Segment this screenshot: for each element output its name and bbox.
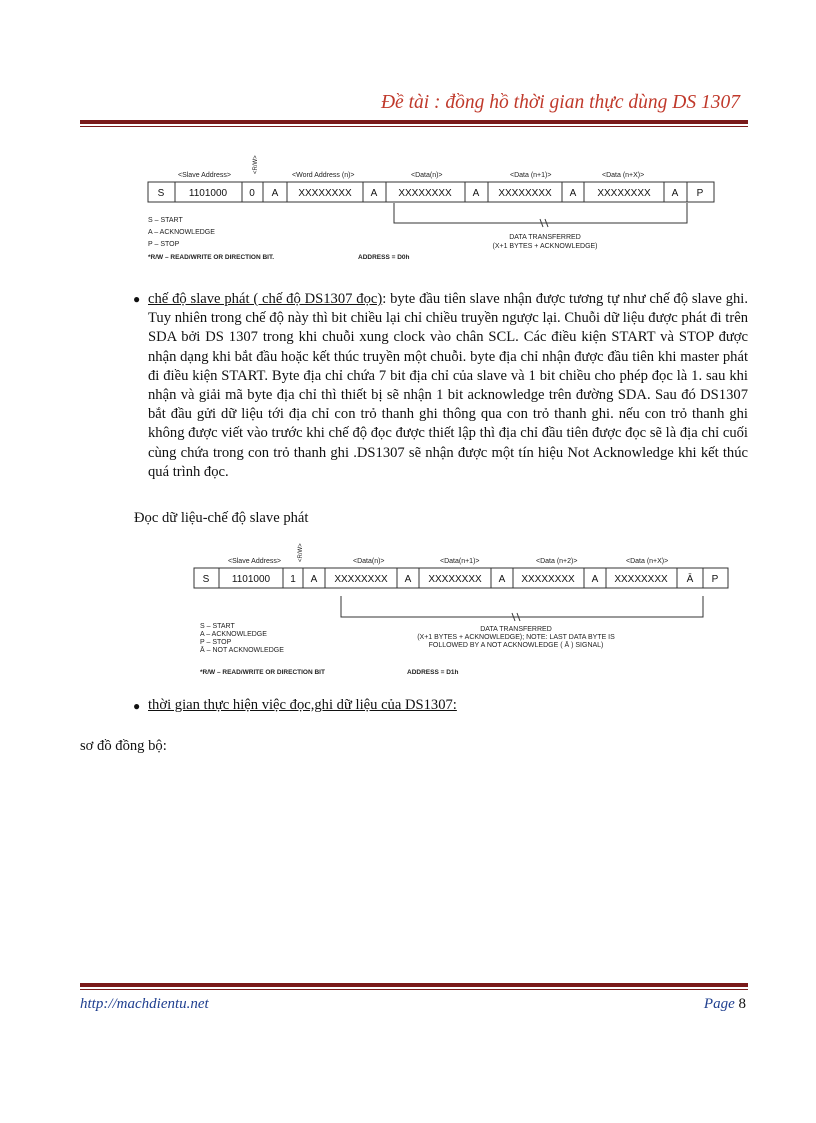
fig2-cell: A (310, 574, 318, 585)
fig1-cell: 0 (249, 188, 255, 199)
timing-bullet-heading: thời gian thực hiện việc đọc,ghi dữ liệu của DS1307: (148, 697, 457, 713)
fig1-label-slave-address: <Slave Address> (178, 172, 231, 179)
fig1-cell: A (472, 188, 480, 199)
fig2-transfer-label: FOLLOWED BY A NOT ACKNOWLEDGE ( Ā ) SIGNAL) (428, 642, 604, 649)
fig1-cell: XXXXXXXX (298, 188, 352, 199)
fig1-label-data-nx: <Data (n+X)> (602, 172, 645, 179)
fig2-cell: Ā (686, 574, 694, 585)
bullet-icon: ● (133, 292, 141, 306)
fig2-cell: S (202, 574, 210, 585)
fig2-label-slave-address: <Slave Address> (228, 558, 281, 565)
fig1-label-data-n1: <Data (n+1)> (510, 172, 552, 179)
fig2-address: ADDRESS = D1h (407, 669, 459, 676)
fig1-cell: XXXXXXXX (597, 188, 651, 199)
paragraph-lead: chế độ slave phát ( chế độ DS1307 đọc) (148, 291, 383, 307)
page-header-title: Đề tài : đồng hồ thời gian thực dùng DS 1307 (380, 92, 740, 113)
fig2-legend-item: S – START (200, 623, 235, 630)
bullet-icon: ● (133, 699, 141, 713)
fig2-legend-item: A – ACKNOWLEDGE (200, 631, 267, 638)
fig1-address: ADDRESS = D0h (358, 254, 410, 261)
fig1-cell: P (696, 188, 704, 199)
fig1-transfer-bracket (394, 203, 687, 227)
fig2-cell: 1101000 (231, 574, 271, 585)
fig2-cell: A (591, 574, 599, 585)
fig2-cell: XXXXXXXX (428, 574, 482, 585)
fig1-cell: XXXXXXXX (498, 188, 552, 199)
fig1-cell: A (671, 188, 679, 199)
fig2-legend-item: P – STOP (200, 639, 232, 646)
fig1-cell: XXXXXXXX (398, 188, 452, 199)
fig1-transfer-label: (X+1 BYTES + ACKNOWLEDGE) (492, 243, 598, 250)
fig2-note: *R/W – READ/WRITE OR DIRECTION BIT (200, 669, 325, 676)
fig2-label-data-n2: <Data (n+2)> (536, 558, 578, 565)
fig2-label-rw: <R/W> (298, 543, 304, 562)
header-rule (80, 120, 748, 127)
figure-caption: Đọc dữ liệu-chế độ slave phát (134, 510, 309, 526)
fig2-transfer-label: DATA TRANSFERRED (480, 626, 552, 633)
fig1-cell: A (271, 188, 279, 199)
footer-page-number (704, 996, 746, 1013)
fig1-label-data-n: <Data(n)> (411, 172, 443, 179)
fig2-label-data-n1: <Data(n+1)> (440, 558, 480, 565)
sync-diagram-label: sơ đồ đồng bộ: (80, 738, 167, 754)
fig2-cell: P (711, 574, 719, 585)
fig1-transfer-label: DATA TRANSFERRED (509, 234, 581, 241)
page-label: Page (703, 996, 735, 1012)
paragraph-body: : byte đầu tiên slave nhận được tương tự như chế độ slave ghi. Tuy nhiên trong chế độ này thì bit chiều lại chỉ chiều truyền ngược lại. Chuỗi dữ liệu được phát đi trên SDA bởi DS 1307 trong khi chuỗi xung clock vào chân SCL. Các điều kiện START và STOP được nhận dạng khi bắt đầu hoặc kết thúc truyền một chuỗi. byte địa chỉ nhận được đầu tiên khi master phát đi điều kiện START. Byte địa chỉ chứa 7 bit địa chỉ của slave và 1 bit chiều cho phép đọc là 1. sau khi nhận và giải mã byte địa chỉ thì thiết bị sẽ nhận 1 bit acknowledge trên đường SDA. Sau đó DS1307 bắt đầu gửi dữ liệu tới địa chỉ con trỏ thanh ghi thông qua con trỏ thanh ghi. nếu con trỏ thanh ghi không được viết vào trước khi chế độ đọc được thiết lập thì địa chỉ đầu tiên được đọc sẽ là địa chỉ cuối cùng chứa trong con trỏ thanh ghi .DS1307 sẽ nhận được một tín hiệu Not Acknowledge khi kết thúc quá trình đọc. (148, 291, 748, 480)
fig2-label-data-nx: <Data (n+X)> (626, 558, 669, 565)
page-number: 8 (738, 996, 746, 1012)
fig2-transfer-bracket (341, 596, 703, 621)
fig1-legend-item: P – STOP (148, 241, 180, 248)
fig1-legend-item: S – START (148, 217, 183, 224)
slave-transmitter-paragraph (148, 290, 748, 482)
fig1-cell: A (569, 188, 577, 199)
fig2-transfer-label: (X+1 BYTES + ACKNOWLEDGE); NOTE: LAST DATA BYTE IS (417, 634, 615, 641)
fig1-frame-box (148, 182, 714, 202)
fig2-cell: XXXXXXXX (614, 574, 668, 585)
fig1-legend-item: A – ACKNOWLEDGE (148, 229, 215, 236)
fig2-cell: XXXXXXXX (521, 574, 575, 585)
fig2-cell: A (404, 574, 412, 585)
fig2-cell: 1 (290, 574, 296, 585)
fig2-cell: XXXXXXXX (334, 574, 388, 585)
fig1-note: *R/W – READ/WRITE OR DIRECTION BIT. (148, 254, 275, 261)
fig1-cell: 1101000 (188, 188, 228, 199)
fig2-frame-box (194, 568, 728, 588)
fig1-label-rw: <R/W> (253, 155, 259, 174)
fig2-cell: A (498, 574, 506, 585)
fig1-cell: S (157, 188, 165, 199)
fig1-label-word-address: <Word Address (n)> (292, 172, 355, 179)
footer-website-link[interactable]: http://machdientu.net (80, 996, 209, 1012)
fig2-legend-item: Ā – NOT ACKNOWLEDGE (200, 647, 284, 654)
fig1-cell: A (370, 188, 378, 199)
footer-rule (80, 983, 748, 990)
fig2-label-data-n: <Data(n)> (353, 558, 385, 565)
